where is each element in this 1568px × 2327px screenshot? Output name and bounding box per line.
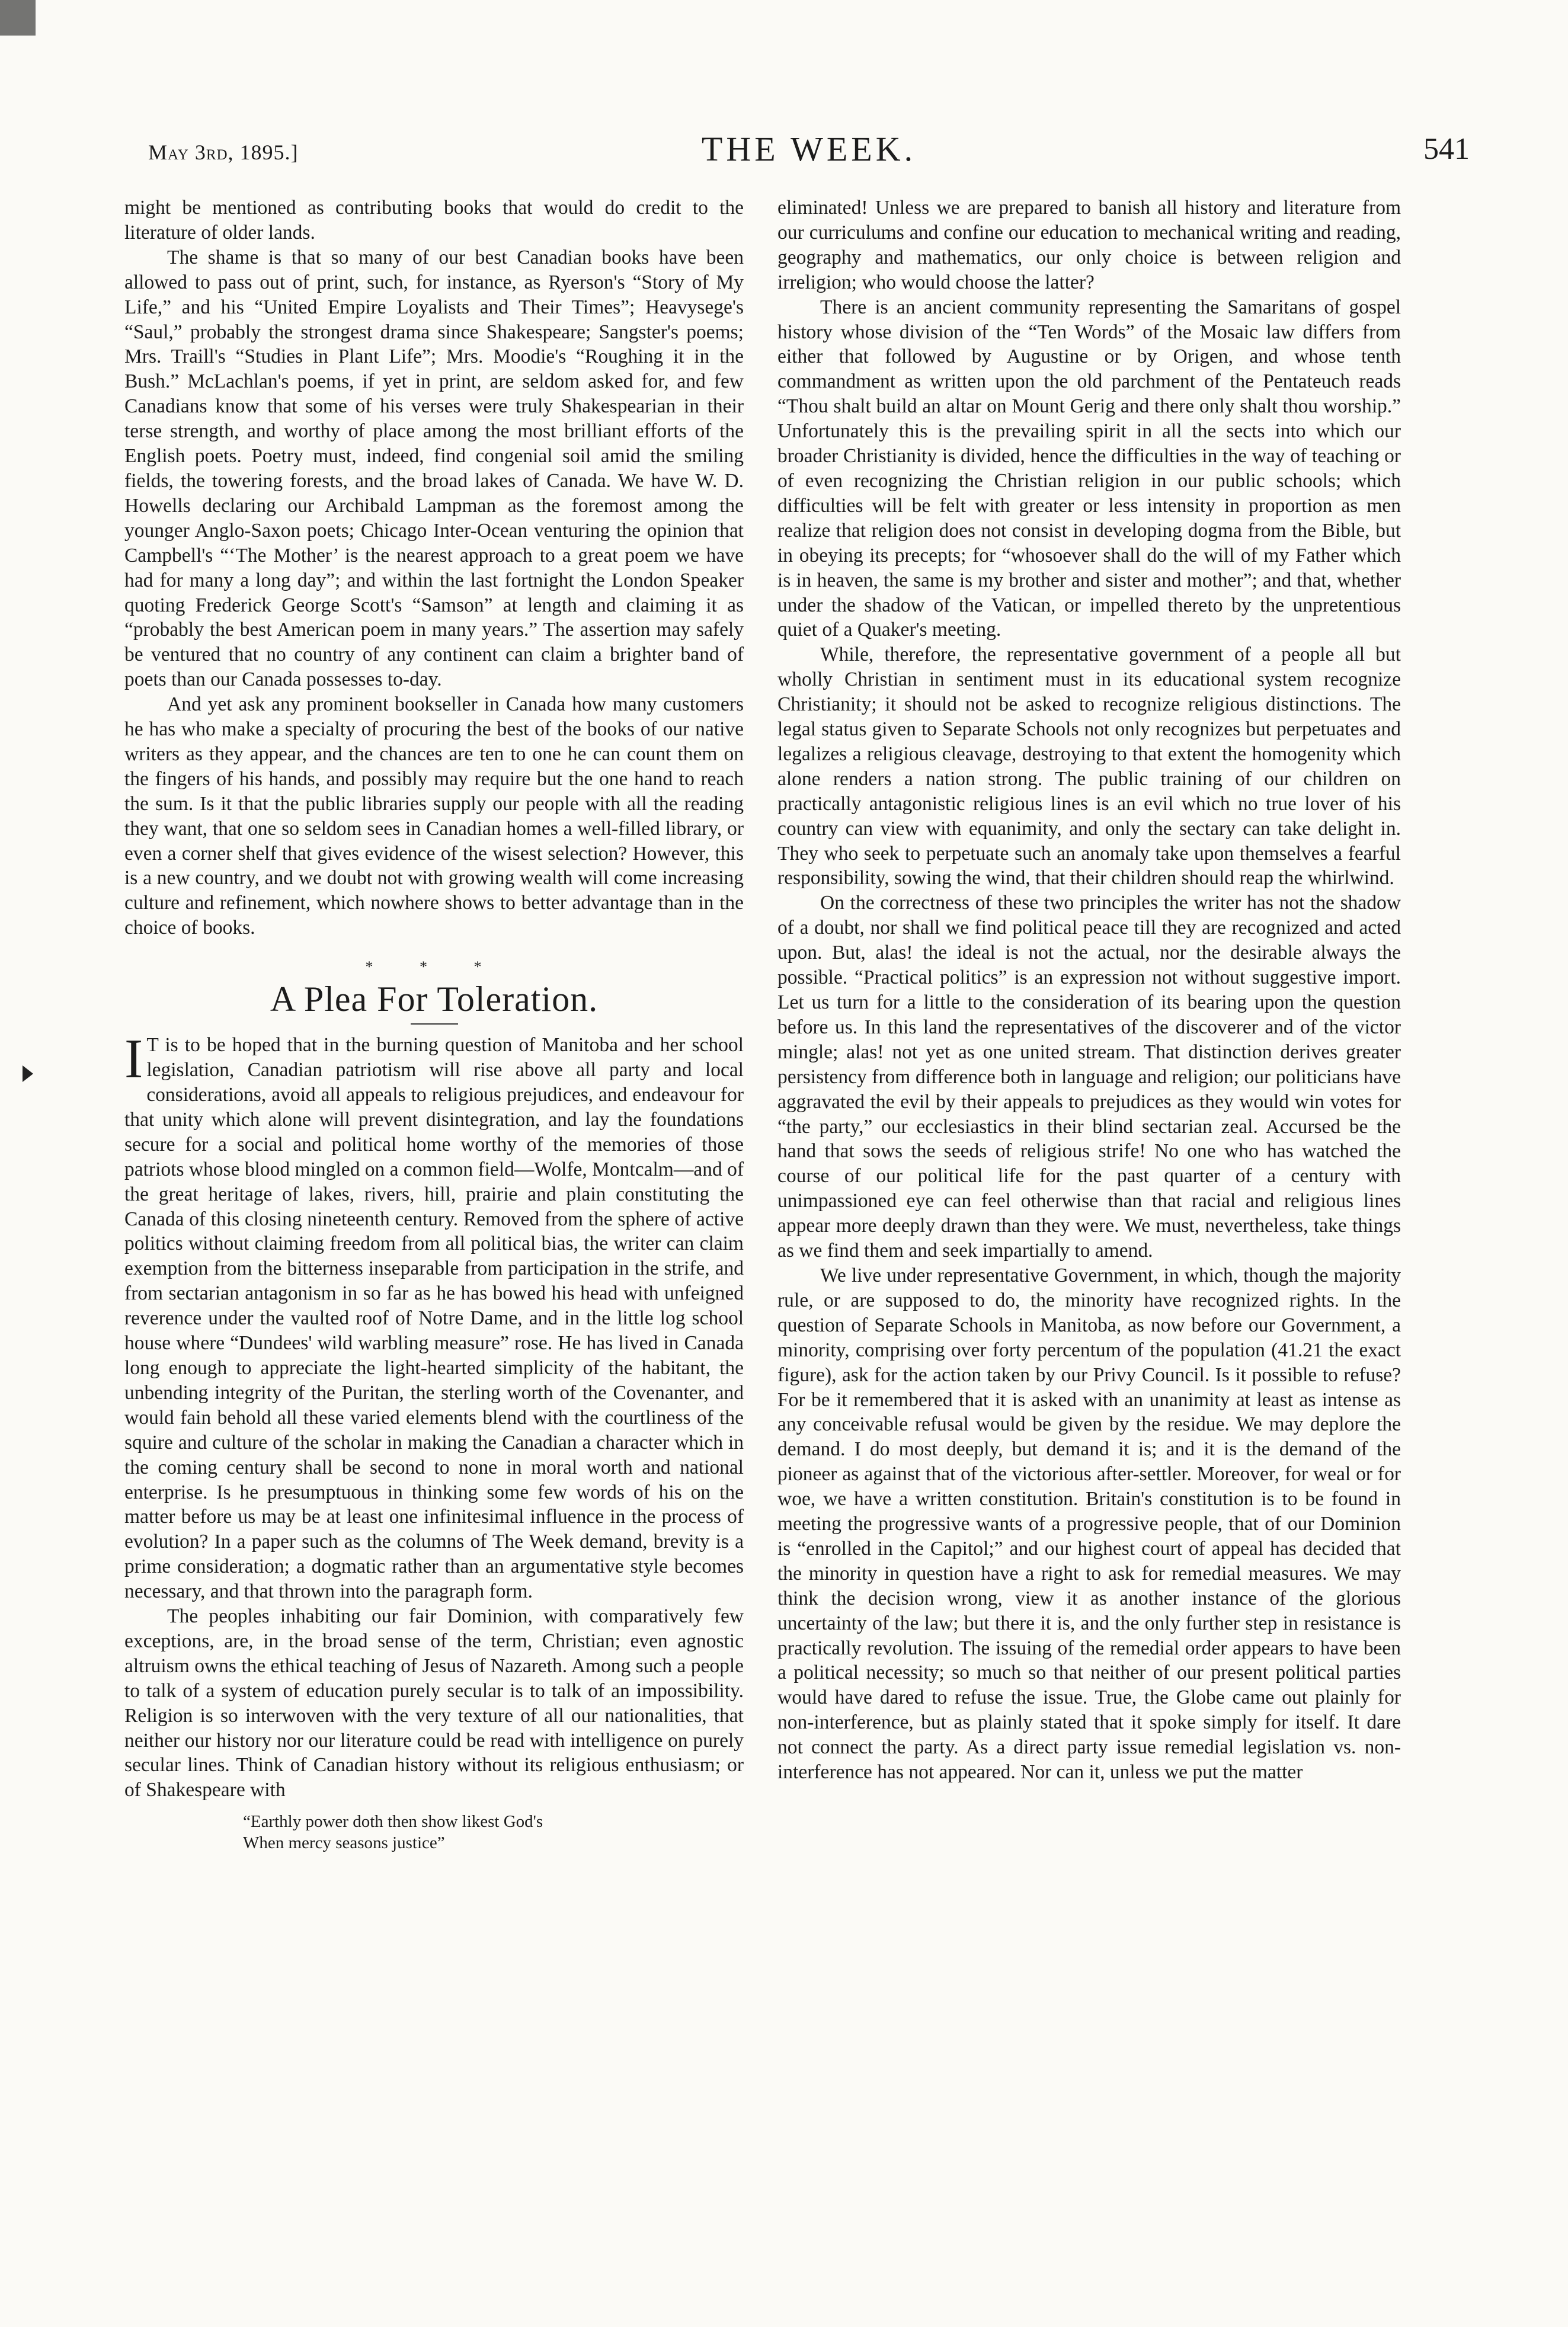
margin-arrow-mark xyxy=(23,1065,33,1082)
paragraph: There is an ancient community representing the Samaritans of gospel history whose division of the “Ten Words” of the Mosaic law differs from either that followed by Augustine or by Origen, and whose tenth commandment as written upon the old parchment of the Pentateuch reads “Thou shalt build an altar on Mount Gerig and there only shalt thou worship.” Unfortunately this is the prevailing spirit in all the sects into which our broader Christianity is divided, hence the difficulties in the way of teaching or of even recognizing the Christian religion in our public schools; which difficulties will be felt with greater or less intensity in proportion as men realize that religion does not consist in developing dogma from the Bible, but in obeying its precepts; for “whosoever shall do the will of my Father which is in heaven, the same is my brother and sister and mother”; and that, whether under the shadow of the Vatican, or impelled thereto by the unpretentious quiet of a Quaker's meeting. xyxy=(777,296,1401,641)
block-quote xyxy=(243,1811,744,1854)
page-header xyxy=(148,129,1470,177)
paragraph: While, therefore, the representative government of a people all but wholly Christian in sentiment must in its educational system recognize Christianity; it should not be asked to recognize religious distinctions. The legal status given to Separate Schools not only recognizes but perpetuates and legalizes a religious cleavage, destroying to that extent the homogenity which alone renders a nation strong. The public training of our children on practically antagonistic religious lines is an evil which no true lover of his country can view with equanimity, and only the sectary can take delight in. They who seek to perpetuate such an anomaly take upon themselves a fearful responsibility, sowing the wind, that their children should reap the whirlwind. xyxy=(777,644,1401,889)
paragraph: The peoples inhabiting our fair Dominion, with comparatively few exceptions, are, in the broad sense of the term, Christian; even agnostic altruism owns the ethical teaching of Jesus of Nazareth. Among such a people to talk of a system of education purely secular is to talk of an impossibility. Religion is so interwoven with the very texture of all our nationalities, that neither our history nor our literature could be read with intelligence on purely secular lines. Think of Canadian history without its religious enthusiasm; or of Shakespeare with xyxy=(124,1605,744,1801)
section-separator: * * * xyxy=(365,958,503,976)
title-rule xyxy=(411,1023,458,1025)
paragraph: On the correctness of these two principles the writer has not the shadow of a doubt, nor shall we find political peace till they are recognized and acted upon. But, alas! the ideal is not the actual, nor the desirable always the possible. “Practical politics” is an expression not without suggestive import. Let us turn for a little to the consideration of its bearing upon the question before us. In this land the representatives of the discoverer and of the victor mingle; alas! not yet as one united stream. That distinction derives greater persistency from difference both in language and religion; our politicians have aggravated the evil by their appeals to prejudices as they would win votes for “the party,” our ecclesiastics in their blind sectarian zeal. Accursed be the hand that sows the seeds of religious strife! No one who has watched the course of our political life for the past quarter of a century with unimpassioned eye can feel otherwise than that racial and religious lines appear more deeply drawn than they were. We must, nevertheless, take things as we find them and seek impartially to amend. xyxy=(777,892,1401,1262)
paragraph: And yet ask any prominent bookseller in Canada how many customers he has who make a specialty of procuring the best of the books of our native writers as they appear, and the chances are ten to one he can count them on the fingers of his hands, and possibly may require but the one hand to reach the sum. Is it that the public libraries supply our people with all the reading they want, that one so seldom sees in Canadian homes a well-filled library, or even a corner shelf that gives evidence of the wisest selection? However, this is a new country, and we doubt not with growing wealth will come increasing culture and refinement, which nowhere shows to better advantage than in the choice of books. xyxy=(124,693,744,939)
quote-line: When mercy seasons justice” xyxy=(243,1833,445,1853)
paragraph: The shame is that so many of our best Canadian books have been allowed to pass out of print, such, for instance, as Ryerson's “Story of My Life,” and his “United Empire Loyalists and Their Times”; Heavysege's “Saul,” probably the strongest drama since Shakespeare; Sangster's poems; Mrs. Traill's “Studies in Plant Life”; Mrs. Moodie's “Roughing it in the Bush.” McLachlan's poems, if yet in print, are seldom asked for, and few Canadians know that some of his verses were truly Shakespearian in their terse strength, and worthy of place among the most brilliant efforts of the English poets. Poetry must, indeed, find congenial soil amid the smiling fields, the towering forests, and the broad lakes of Canada. We have W. D. Howells declaring our Archibald Lampman as the foremost among the younger Anglo-Saxon poets; Chicago Inter-Ocean venturing the opinion that Campbell's “‘The Mother’ is the nearest approach to a great poem we have had for many a long day”; and within the last fortnight the London Speaker quoting Frederick George Scott's “Samson” at length and claiming it as “probably the best American poem in many years.” The assertion may safely be ventured that no country of any continent can claim a brighter band of poets than our Canada possesses to-day. xyxy=(124,246,744,691)
page-number: 541 xyxy=(1423,132,1470,166)
journal-title: THE WEEK. xyxy=(701,130,917,168)
quote-line: “Earthly power doth then show likest God's xyxy=(243,1812,543,1832)
paragraph-text: T is to be hoped that in the burning question of Manitoba and her school legislation, Canadian patriotism will rise above all party and local considerations, avoid all appeals to religious prejudices, and endeavour for that unity which alone will prevent disintegration, and lay the foundations secure for a social and political home worthy of the memories of those patriots whose blood mingled on a common field—Wolfe, Montcalm—and of the great heritage of lakes, rivers, hill, prairie and plain constituting the Canada of this closing nineteenth century. Removed from the sphere of active politics without claiming freedom from all political bias, the writer can claim exemption from the bitterness inseparable from participation in the strife, and from sectarian antagonism in so far as he has bowed his head with unfeigned reverence under the vaulted roof of Notre Dame, and in the little log school house where “Dundees' wild warbling measure” rose. He has lived in Canada long enough to appreciate the light-hearted simplicity of the habitant, the unbending integrity of the Puritan, the sterling worth of the Covenanter, and would fain behold all these varied elements blend with the courtliness of the squire and culture of the scholar in making the Canadian a character which in the coming century shall be second to none in moral worth and national enterprise. Is he presumptuous in thinking some few words of his on the matter before us may be at least one infinitesimal influence in the process of evolution? In a paper such as the columns of The Week demand, brevity is a prime consideration; a dogmatic rather than an argumentative style becomes necessary, and that thrown into the paragraph form. xyxy=(124,1034,744,1603)
continued-paragraph: might be mentioned as contributing books that would do credit to the literature of older lands. xyxy=(124,197,744,244)
left-column xyxy=(124,196,744,1854)
binding-shadow xyxy=(0,0,36,36)
paragraph: We live under representative Government, in which, though the majority rule, or are supposed to do, the minority have recognized rights. In the question of Separate Schools in Manitoba, as now before our Government, a minority, comprising over forty percentum of the population (41.21 the exact figure), ask for the action taken by our Privy Council. Is it possible to refuse? For be it remembered that it is asked with an unanimity at least as intense as any conceivable refusal would be given by the residue. We may deplore the demand. I do most deeply, but demand it is; and it is the demand of the pioneer as against that of the victorious after-settler. Moreover, for weal or for woe, we have a written constitution. Britain's constitution is to be found in meeting the progressive wants of a progressive people, that of our Dominion is “enrolled in the Capitol;” and our highest court of appeal has decided that the minority in question have a right to ask for remedial measures. We may think the decision wrong, view it as another instance of the glorious uncertainty of the law; but there it is, and the only further step in resistance is practically revolution. The issuing of the remedial order appears to have been a political necessity; so much so that neither of our present political parties would have dared to refuse the issue. True, the Globe came out plainly for non-interference, but as plainly stated that it spoke simply for itself. It dare not connect the party. As a direct party issue remedial legislation vs. non-interference has not appeared. Nor can it, unless we put the matter xyxy=(777,1264,1401,1784)
right-column xyxy=(777,196,1401,1785)
article-opening-paragraph xyxy=(124,1028,744,1604)
continued-paragraph: eliminated! Unless we are prepared to banish all history and literature from our curriculums and confine our education to mechanical writing and reading, geography and mathematics, our only choice is between religion and irreligion; who would choose the latter? xyxy=(777,197,1401,293)
article-title: A Plea For Toleration. xyxy=(270,980,599,1019)
issue-date: May 3rd, 1895.] xyxy=(148,140,299,164)
drop-cap: I xyxy=(124,1028,143,1090)
